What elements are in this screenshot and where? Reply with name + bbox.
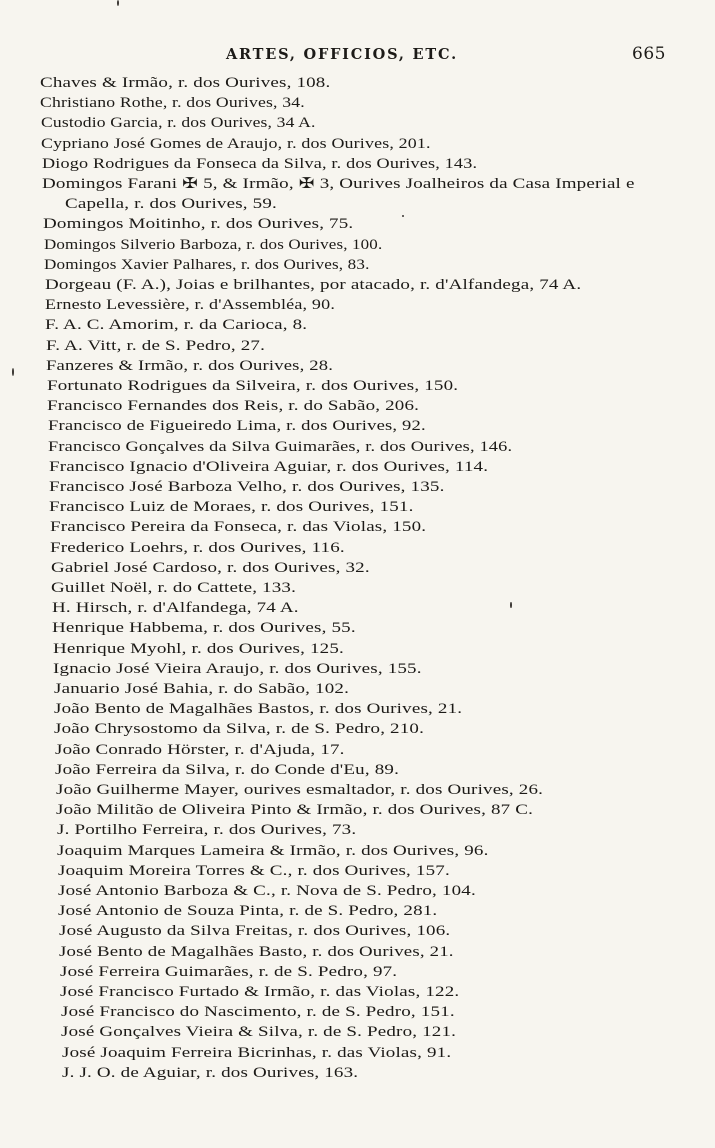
directory-entry: Ernesto Levessière, r. d'Assembléa, 90. (44, 296, 335, 314)
directory-entry: F. A. Vitt, r. de S. Pedro, 27. (45, 336, 265, 354)
print-speck (12, 368, 14, 376)
directory-entry: João Conrado Hörster, r. d'Ajuda, 17. (54, 740, 345, 758)
directory-entry: João Militão de Oliveira Pinto & Irmão, r. dos Ourives, 87 C. (56, 801, 534, 819)
directory-entry: José Bento de Magalhães Basto, r. dos Ourives, 21. (59, 942, 454, 960)
directory-entry: Joaquim Moreira Torres & C., r. dos Ourives, 157. (57, 861, 450, 879)
directory-entry: Ignacio José Vieira Araujo, r. dos Ourives, 155. (53, 659, 422, 677)
directory-entry: João Bento de Magalhães Bastos, r. dos Ourives, 21. (53, 700, 463, 718)
directory-entry: Francisco Gonçalves da Silva Guimarães, r. dos Ourives, 146. (48, 437, 513, 455)
directory-entries (0, 74, 715, 1084)
directory-entry: Francisco Ignacio d'Oliveira Aguiar, r. dos Ourives, 114. (48, 457, 488, 475)
directory-entry: Francisco Luiz de Moraes, r. dos Ourives, 151. (49, 498, 414, 516)
directory-entry: Francisco José Barboza Velho, r. dos Ourives, 135. (49, 478, 445, 495)
directory-entry: José Antonio Barboza & C., r. Nova de S. Pedro, 104. (58, 882, 476, 899)
directory-entry: Fanzeres & Irmão, r. dos Ourives, 28. (46, 356, 334, 374)
directory-entry: Gabriel José Cardoso, r. dos Ourives, 32. (50, 558, 370, 576)
directory-entry-continuation: Capella, r. dos Ourives, 59. (64, 195, 277, 213)
directory-entry: J. J. O. de Aguiar, r. dos Ourives, 163. (62, 1063, 359, 1081)
directory-entry: Joaquim Marques Lameira & Irmão, r. dos Ourives, 96. (57, 841, 489, 859)
directory-entry: F. A. C. Amorim, r. da Carioca, 8. (45, 316, 308, 334)
directory-entry: Domingos Farani ✠ 5, & Irmão, ✠ 3, Ourives Joalheiros da Casa Imperial e (42, 175, 635, 192)
directory-entry: J. Portilho Ferreira, r. dos Ourives, 73. (56, 821, 356, 839)
directory-entry: Domingos Moitinho, r. dos Ourives, 75. (43, 215, 354, 233)
directory-entry: Fortunato Rodrigues da Silveira, r. dos Ourives, 150. (46, 377, 458, 394)
directory-entry: Francisco Pereira da Fonseca, r. das Violas, 150. (49, 518, 427, 536)
directory-entry: Francisco de Figueiredo Lima, r. dos Ourives, 92. (47, 417, 426, 435)
directory-entry: José Antonio de Souza Pinta, r. de S. Pedro, 281. (58, 902, 438, 920)
directory-entry: Cypriano José Gomes de Araujo, r. dos Ourives, 201. (41, 134, 431, 152)
directory-entry: Henrique Habbema, r. dos Ourives, 55. (52, 619, 356, 637)
directory-entry: José Francisco Furtado & Irmão, r. das Violas, 122. (60, 983, 460, 1000)
page-number: 665 (632, 44, 666, 64)
directory-entry: Januario José Bahia, r. do Sabão, 102. (53, 680, 349, 697)
directory-entry: Chaves & Irmão, r. dos Ourives, 108. (40, 74, 331, 91)
directory-entry: José Gonçalves Vieira & Silva, r. de S. Pedro, 121. (61, 1023, 457, 1041)
directory-entry: H. Hirsch, r. d'Alfandega, 74 A. (51, 599, 299, 617)
directory-entry: José Ferreira Guimarães, r. de S. Pedro, 97. (59, 962, 398, 980)
directory-entry: José Augusto da Silva Freitas, r. dos Ourives, 106. (58, 922, 451, 940)
directory-entry: João Chrysostomo da Silva, r. de S. Pedro, 210. (54, 720, 425, 738)
directory-entry: Dorgeau (F. A.), Joias e brilhantes, por atacado, r. d'Alfandega, 74 A. (44, 276, 581, 293)
directory-entry: Christiano Rothe, r. dos Ourives, 34. (40, 94, 306, 112)
print-speck (117, 0, 119, 6)
print-speck (402, 215, 404, 217)
directory-entry: Diogo Rodrigues da Fonseca da Silva, r. dos Ourives, 143. (41, 154, 477, 172)
print-speck (510, 602, 512, 608)
directory-entry: Henrique Myohl, r. dos Ourives, 125. (52, 639, 344, 657)
directory-entry: Domingos Xavier Palhares, r. dos Ourives, 83. (44, 255, 370, 273)
directory-entry: Francisco Fernandes dos Reis, r. do Sabão, 206. (47, 397, 420, 415)
directory-entry: José Joaquim Ferreira Bicrinhas, r. das Violas, 91. (61, 1043, 451, 1061)
directory-entry: Guillet Noël, r. do Cattete, 133. (51, 579, 297, 596)
directory-entry: Domingos Silverio Barboza, r. dos Ourives, 100. (43, 235, 382, 253)
directory-entry: José Francisco do Nascimento, r. de S. Pedro, 151. (60, 1003, 455, 1021)
directory-entry: Frederico Loehrs, r. dos Ourives, 116. (50, 538, 346, 556)
page-header (0, 44, 715, 70)
directory-entry: João Ferreira da Silva, r. do Conde d'Eu, 89. (55, 760, 400, 778)
section-title: ARTES, OFFICIOS, ETC. (226, 46, 458, 63)
directory-entry: Custodio Garcia, r. dos Ourives, 34 A. (40, 114, 316, 132)
directory-entry: João Guilherme Mayer, ourives esmaltador, r. dos Ourives, 26. (55, 781, 543, 798)
